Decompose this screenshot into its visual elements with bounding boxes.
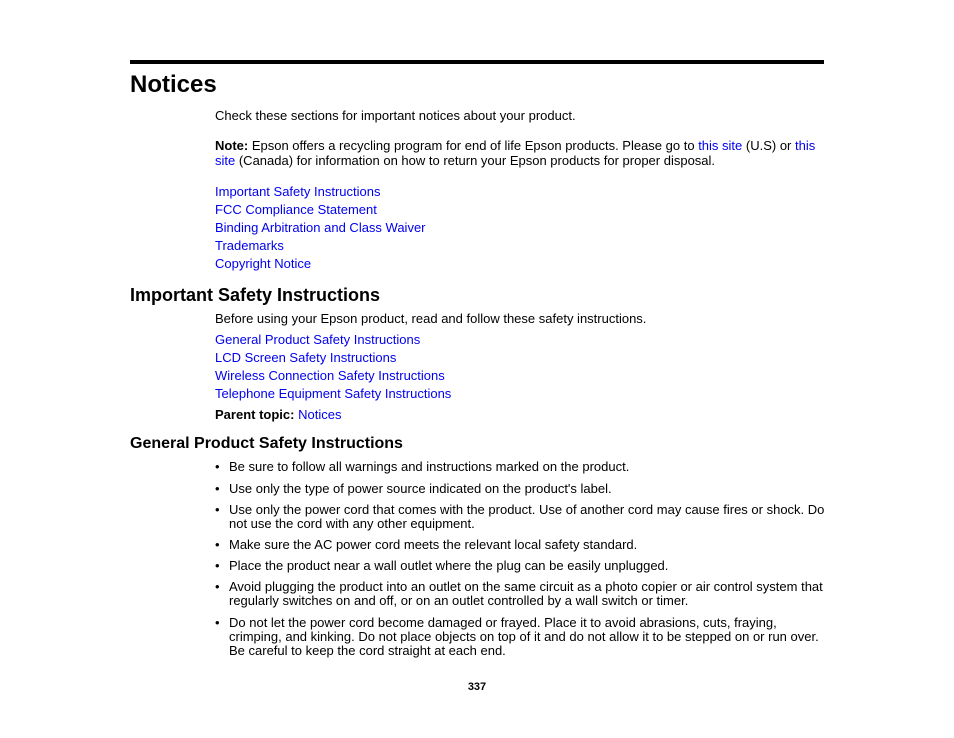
list-item (215, 503, 825, 531)
list-item (215, 220, 426, 238)
list-item (215, 256, 426, 274)
bullet-text: Use only the power cord that comes with the product. Use of another cord may cause fires or shock. Do not use the cord with any other equipment. (229, 502, 825, 531)
list-item (215, 238, 426, 256)
list-item (215, 482, 825, 496)
safety-bullet-list (215, 460, 825, 658)
parent-topic-label: Parent topic: (215, 407, 295, 422)
bullet-mark: • (215, 537, 220, 552)
list-item (215, 616, 825, 658)
list-item (215, 460, 825, 474)
list-item (215, 538, 825, 552)
link-important-safety[interactable]: Important Safety Instructions (215, 184, 381, 199)
link-lcd-safety[interactable]: LCD Screen Safety Instructions (215, 350, 397, 365)
list-item (215, 332, 451, 350)
notice-links (215, 184, 426, 274)
list-item (215, 184, 426, 202)
bullet-mark: • (215, 502, 220, 517)
safety-links (215, 332, 451, 404)
bullet-mark: • (215, 481, 220, 496)
list-item (215, 368, 451, 386)
list-item (215, 202, 426, 220)
bullet-text: Be sure to follow all warnings and instructions marked on the product. (229, 459, 630, 474)
list-item (215, 350, 451, 368)
general-heading: General Product Safety Instructions (130, 435, 403, 452)
us-site-link[interactable]: this site (698, 138, 743, 153)
note-text-middle: (U.S) or (742, 138, 795, 153)
list-item (215, 580, 825, 608)
link-copyright[interactable]: Copyright Notice (215, 256, 312, 271)
canada-site-link[interactable]: this site (215, 138, 816, 168)
intro-text: Check these sections for important notices about your product. (215, 108, 576, 123)
bullet-mark: • (215, 558, 220, 573)
bullet-text: Do not let the power cord become damaged or frayed. Place it to avoid abrasions, cuts, fraying, crimping, and kinking. Do not place objects on top of it and do not allow it to be stepped on or run over. Be careful to keep the cord straight at each end. (229, 615, 819, 658)
safety-heading: Important Safety Instructions (130, 285, 381, 305)
link-trademarks[interactable]: Trademarks (215, 238, 284, 253)
bullet-text: Place the product near a wall outlet where the plug can be easily unplugged. (229, 558, 669, 573)
link-binding-arbitration[interactable]: Binding Arbitration and Class Waiver (215, 220, 426, 235)
bullet-text: Avoid plugging the product into an outlet on the same circuit as a photo copier or air control system that regularly switches on and off, or on an outlet controlled by a wall switch or timer. (229, 579, 823, 608)
bullet-mark: • (215, 459, 220, 474)
bullet-text: Use only the type of power source indicated on the product's label. (229, 481, 612, 496)
note-text-before: Epson offers a recycling program for end of life Epson products. Please go to (248, 138, 699, 153)
note-text-after: (Canada) for information on how to return your Epson products for proper disposal. (235, 153, 716, 168)
page-title: Notices (130, 71, 217, 98)
list-item (215, 386, 451, 404)
top-rule (130, 60, 824, 64)
bullet-mark: • (215, 579, 220, 594)
link-general-product-safety[interactable]: General Product Safety Instructions (215, 332, 421, 347)
link-telephone-safety[interactable]: Telephone Equipment Safety Instructions (215, 386, 452, 401)
list-item (215, 559, 825, 573)
safety-intro: Before using your Epson product, read and follow these safety instructions. (215, 311, 647, 326)
page-number: 337 (467, 681, 487, 693)
link-fcc-compliance[interactable]: FCC Compliance Statement (215, 202, 377, 217)
parent-topic-link[interactable]: Notices (298, 407, 342, 422)
bullet-text: Make sure the AC power cord meets the relevant local safety standard. (229, 537, 638, 552)
recycling-note (215, 138, 825, 168)
bullet-mark: • (215, 615, 220, 630)
link-wireless-safety[interactable]: Wireless Connection Safety Instructions (215, 368, 445, 383)
parent-topic (215, 407, 825, 422)
note-label: Note: (215, 138, 249, 153)
